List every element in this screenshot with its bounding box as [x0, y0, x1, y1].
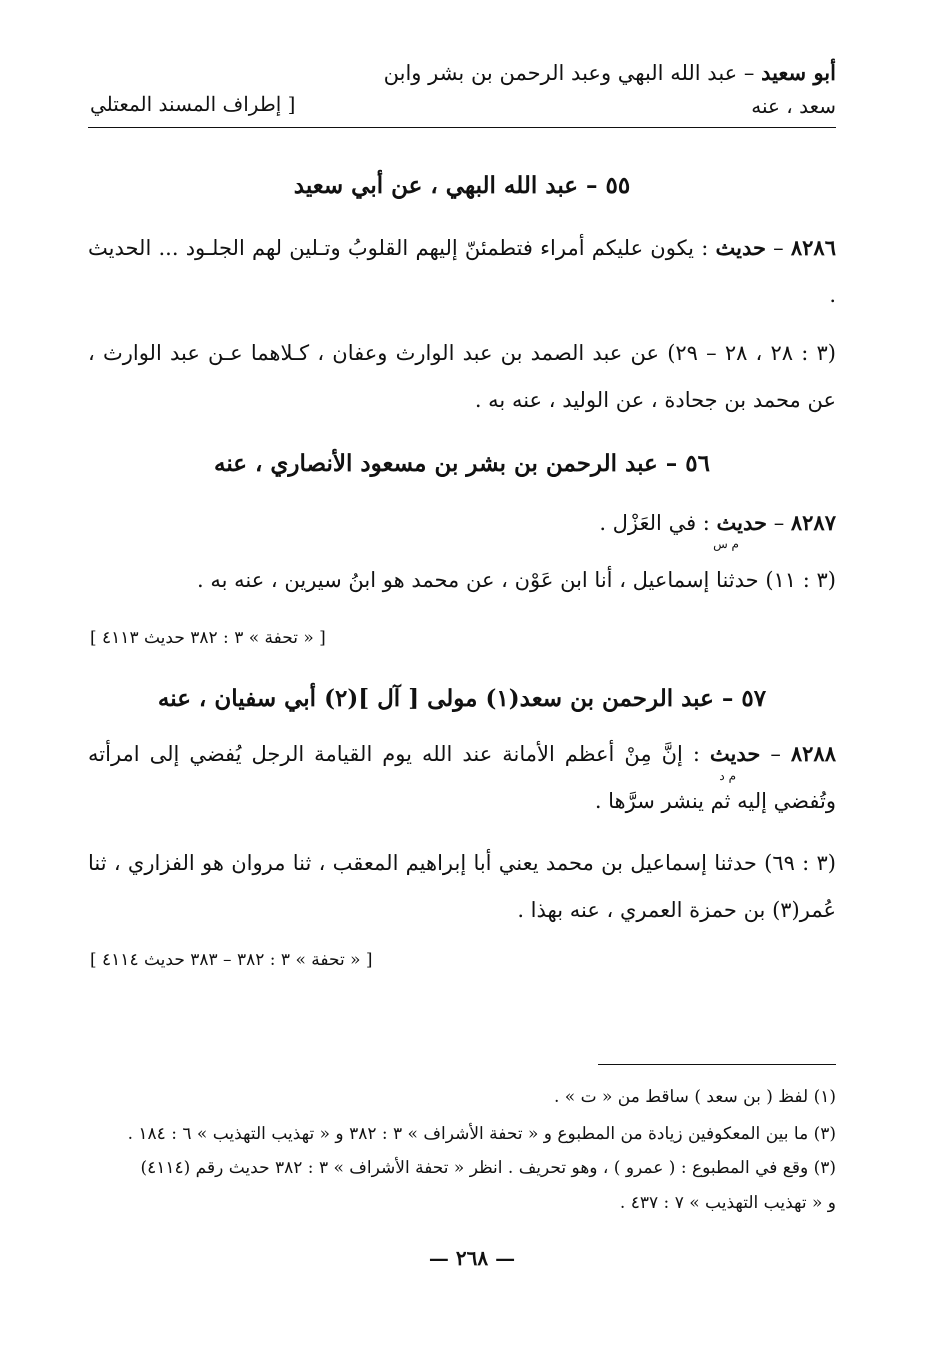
- footnote-2: (٣) ما بين المعكوفين زيادة من المطبوع و « تحفة الأشراف » ٣ : ٣٨٢ و « تهذيب التهذيب » ٦ : ١٨٤ .: [127, 1124, 836, 1144]
- hadith-text: : إنَّ مِنْ أعظم الأمانة عند الله يوم القيامة الرجل يُفضي إلى امرأته وتُفضي إليه ثم ينشر سرَّها .: [88, 742, 836, 813]
- tuhfa-reference: [ « تحفة » ٣ : ٣٨٢ – ٣٨٣ حديث ٤١١٤ ]: [90, 950, 373, 970]
- hadith-number: ٨٢٨٨: [790, 741, 836, 766]
- footnote-3: (٣) وقع في المطبوع : ( عمرو ) ، وهو تحريف . انظر « تحفة الأشراف » ٣ : ٣٨٢ حديث رقم (٤١١٤): [140, 1158, 836, 1178]
- narrator-symbols: م س: [713, 537, 739, 551]
- hadith-text: : يكون عليكم أمراء فتطمئنّ إليهم القلوبُ وتـلين لهم الجلـود ... الحديث .: [88, 236, 836, 307]
- running-header-line-1: [384, 60, 836, 85]
- page-number: — ٢٦٨ —: [428, 1246, 516, 1270]
- footnote-1: (١) لفظ ( بن سعد ) ساقط من « ت » .: [553, 1087, 836, 1107]
- header-rule: [88, 127, 836, 128]
- section-heading-57: ٥٧ – عبد الرحمن بن سعد(١) مولى [ آل ](٢) أبي سفيان ، عنه: [157, 685, 767, 712]
- footnote-rule: [598, 1064, 836, 1065]
- hadith-number: ٨٢٨٧: [790, 510, 836, 535]
- running-header-line-2: سعد ، عنه: [751, 94, 836, 118]
- isnad-8286: (٣ : ٢٨ ، ٢٨ – ٢٩) عن عبد الصمد بن عبد الوارث وعفان ، كـلاهما عـن عبد الوارث ، عن محمد بن جحادة ، عن الوليد ، عنه به .: [88, 341, 836, 412]
- hadith-dash: –: [767, 511, 791, 535]
- narrator-symbols: م د: [719, 769, 736, 783]
- hadith-label: حديث: [715, 235, 766, 260]
- tuhfa-reference: [ « تحفة » ٣ : ٣٨٢ حديث ٤١١٣ ]: [90, 628, 326, 648]
- hadith-8287: [88, 510, 836, 535]
- hadith-number: ٨٢٨٦: [790, 235, 836, 260]
- hadith-label: حديث: [709, 741, 761, 766]
- section-heading-56: ٥٦ – عبد الرحمن بن بشر بن مسعود الأنصاري ، عنه: [213, 450, 711, 477]
- hadith-label: حديث: [716, 510, 768, 535]
- hadith-dash: –: [760, 742, 791, 766]
- isnad-8288: (٣ : ٦٩) حدثنا إسماعيل بن محمد يعني أبا إبراهيم المعقب ، ثنا مروان هو الفزاري ، ثنا عُمر(٣) بن حمزة العمري ، عنه بهذا .: [88, 851, 836, 922]
- hadith-8286: [88, 224, 836, 319]
- section-heading-55: ٥٥ – عبد الله البهي ، عن أبي سعيد: [293, 172, 631, 199]
- footnote-3-continued: و « تهذيب التهذيب » ٧ : ٤٣٧ .: [619, 1193, 836, 1213]
- header-rest: – عبد الله البهي وعبد الرحمن بن بشر وابن: [383, 61, 762, 85]
- hadith-dash: –: [765, 236, 791, 260]
- hadith-text: : في العَزْل .: [599, 511, 717, 535]
- book-title: [ إطراف المسند المعتلي: [90, 92, 296, 116]
- isnad-8287: (٣ : ١١) حدثنا إسماعيل ، أنا ابن عَوْن ، عن محمد هو ابنُ سيرين ، عنه به .: [196, 568, 836, 592]
- header-name: أبو سعيد: [761, 60, 836, 85]
